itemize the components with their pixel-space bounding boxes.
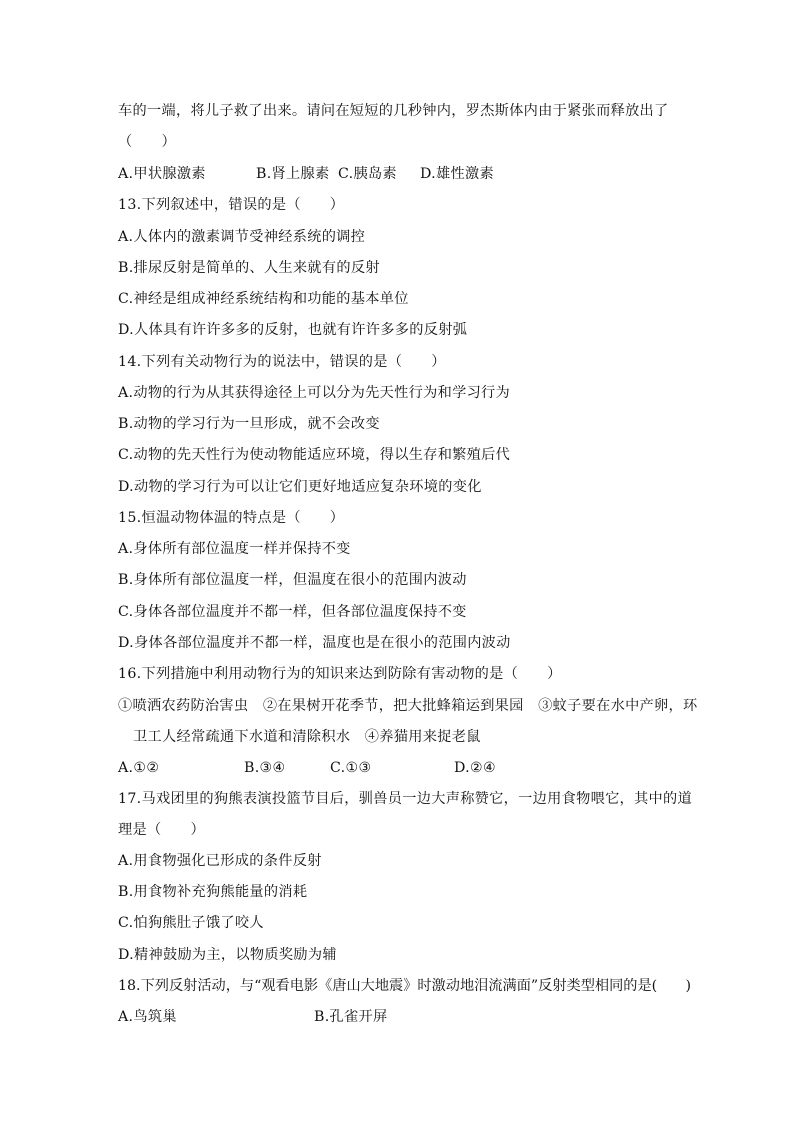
q12-option-a: A.甲状腺激素: [118, 166, 206, 182]
q12-option-d: D.雄性激素: [420, 166, 494, 182]
q15-option-d: D.身体各部位温度并不都一样，温度也是在很小的范围内波动: [118, 635, 511, 651]
q12-option-c: C.胰岛素: [338, 166, 397, 182]
q13-option-b: B.排尿反射是简单的、人生来就有的反射: [118, 260, 380, 276]
q15-option-c: C.身体各部位温度并不都一样，但各部位温度保持不变: [118, 604, 467, 620]
q16-option-b: B.③④: [244, 760, 286, 776]
q12-option-b: B.肾上腺素: [256, 166, 330, 182]
q16-option-c: C.①③: [330, 760, 372, 776]
q15-option-b: B.身体所有部位温度一样，但温度在很小的范围内波动: [118, 572, 467, 588]
q13-option-c: C.神经是组成神经系统结构和功能的基本单位: [118, 291, 409, 307]
q17-option-c: C.怕狗熊肚子饿了咬人: [118, 915, 264, 931]
q15-option-a: A.身体所有部位温度一样并保持不变: [118, 541, 351, 557]
q16-option-a: A.①②: [118, 760, 160, 776]
q16-items-line2: 卫工人经常疏通下水道和清除积水 ④养猫用来捉老鼠: [133, 729, 481, 745]
q12-stem-continuation: 车的一端，将儿子救了出来。请问在短短的几秒钟内，罗杰斯体内由于紧张而释放出了: [118, 103, 669, 119]
q16-items-line1: ①喷洒农药防治害虫 ②在果树开花季节，把大批蜂箱运到果园 ③蚊子要在水中产卵，环: [118, 698, 698, 714]
q17-stem-line2: 理是（ ）: [118, 822, 205, 838]
q14-option-a: A.动物的行为从其获得途径上可以分为先天性行为和学习行为: [118, 385, 511, 401]
q14-stem: 14.下列有关动物行为的说法中，错误的是（ ）: [118, 354, 446, 370]
q17-stem-line1: 17.马戏团里的狗熊表演投篮节目后，驯兽员一边大声称赞它，一边用食物喂它，其中的道: [118, 791, 692, 807]
q15-stem: 15.恒温动物体温的特点是（ ）: [118, 510, 345, 526]
q17-option-a: A.用食物强化已形成的条件反射: [118, 853, 322, 869]
q14-option-c: C.动物的先天性行为使动物能适应环境，得以生存和繁殖后代: [118, 447, 511, 463]
q17-option-b: B.用食物补充狗熊能量的消耗: [118, 884, 308, 900]
q14-option-d: D.动物的学习行为可以让它们更好地适应复杂环境的变化: [118, 479, 482, 495]
q13-option-a: A.人体内的激素调节受神经系统的调控: [118, 229, 366, 245]
q16-stem: 16.下列措施中利用动物行为的知识来达到防除有害动物的是（ ）: [118, 666, 562, 682]
q16-option-d: D.②④: [454, 760, 497, 776]
q12-answer-blank: （ ）: [118, 134, 176, 150]
q18-option-b: B.孔雀开屏: [314, 1009, 388, 1025]
q18-option-a: A.鸟筑巢: [118, 1009, 177, 1025]
q13-option-d: D.人体具有许许多多的反射，也就有许许多多的反射弧: [118, 322, 468, 338]
q18-stem: 18.下列反射活动，与“观看电影《唐山大地震》时激动地泪流满面”反射类型相同的是( ): [118, 978, 692, 994]
q17-option-d: D.精神鼓励为主，以物质奖励为辅: [118, 947, 337, 963]
q13-stem: 13.下列叙述中，错误的是（ ）: [118, 197, 345, 213]
q14-option-b: B.动物的学习行为一旦形成，就不会改变: [118, 416, 380, 432]
